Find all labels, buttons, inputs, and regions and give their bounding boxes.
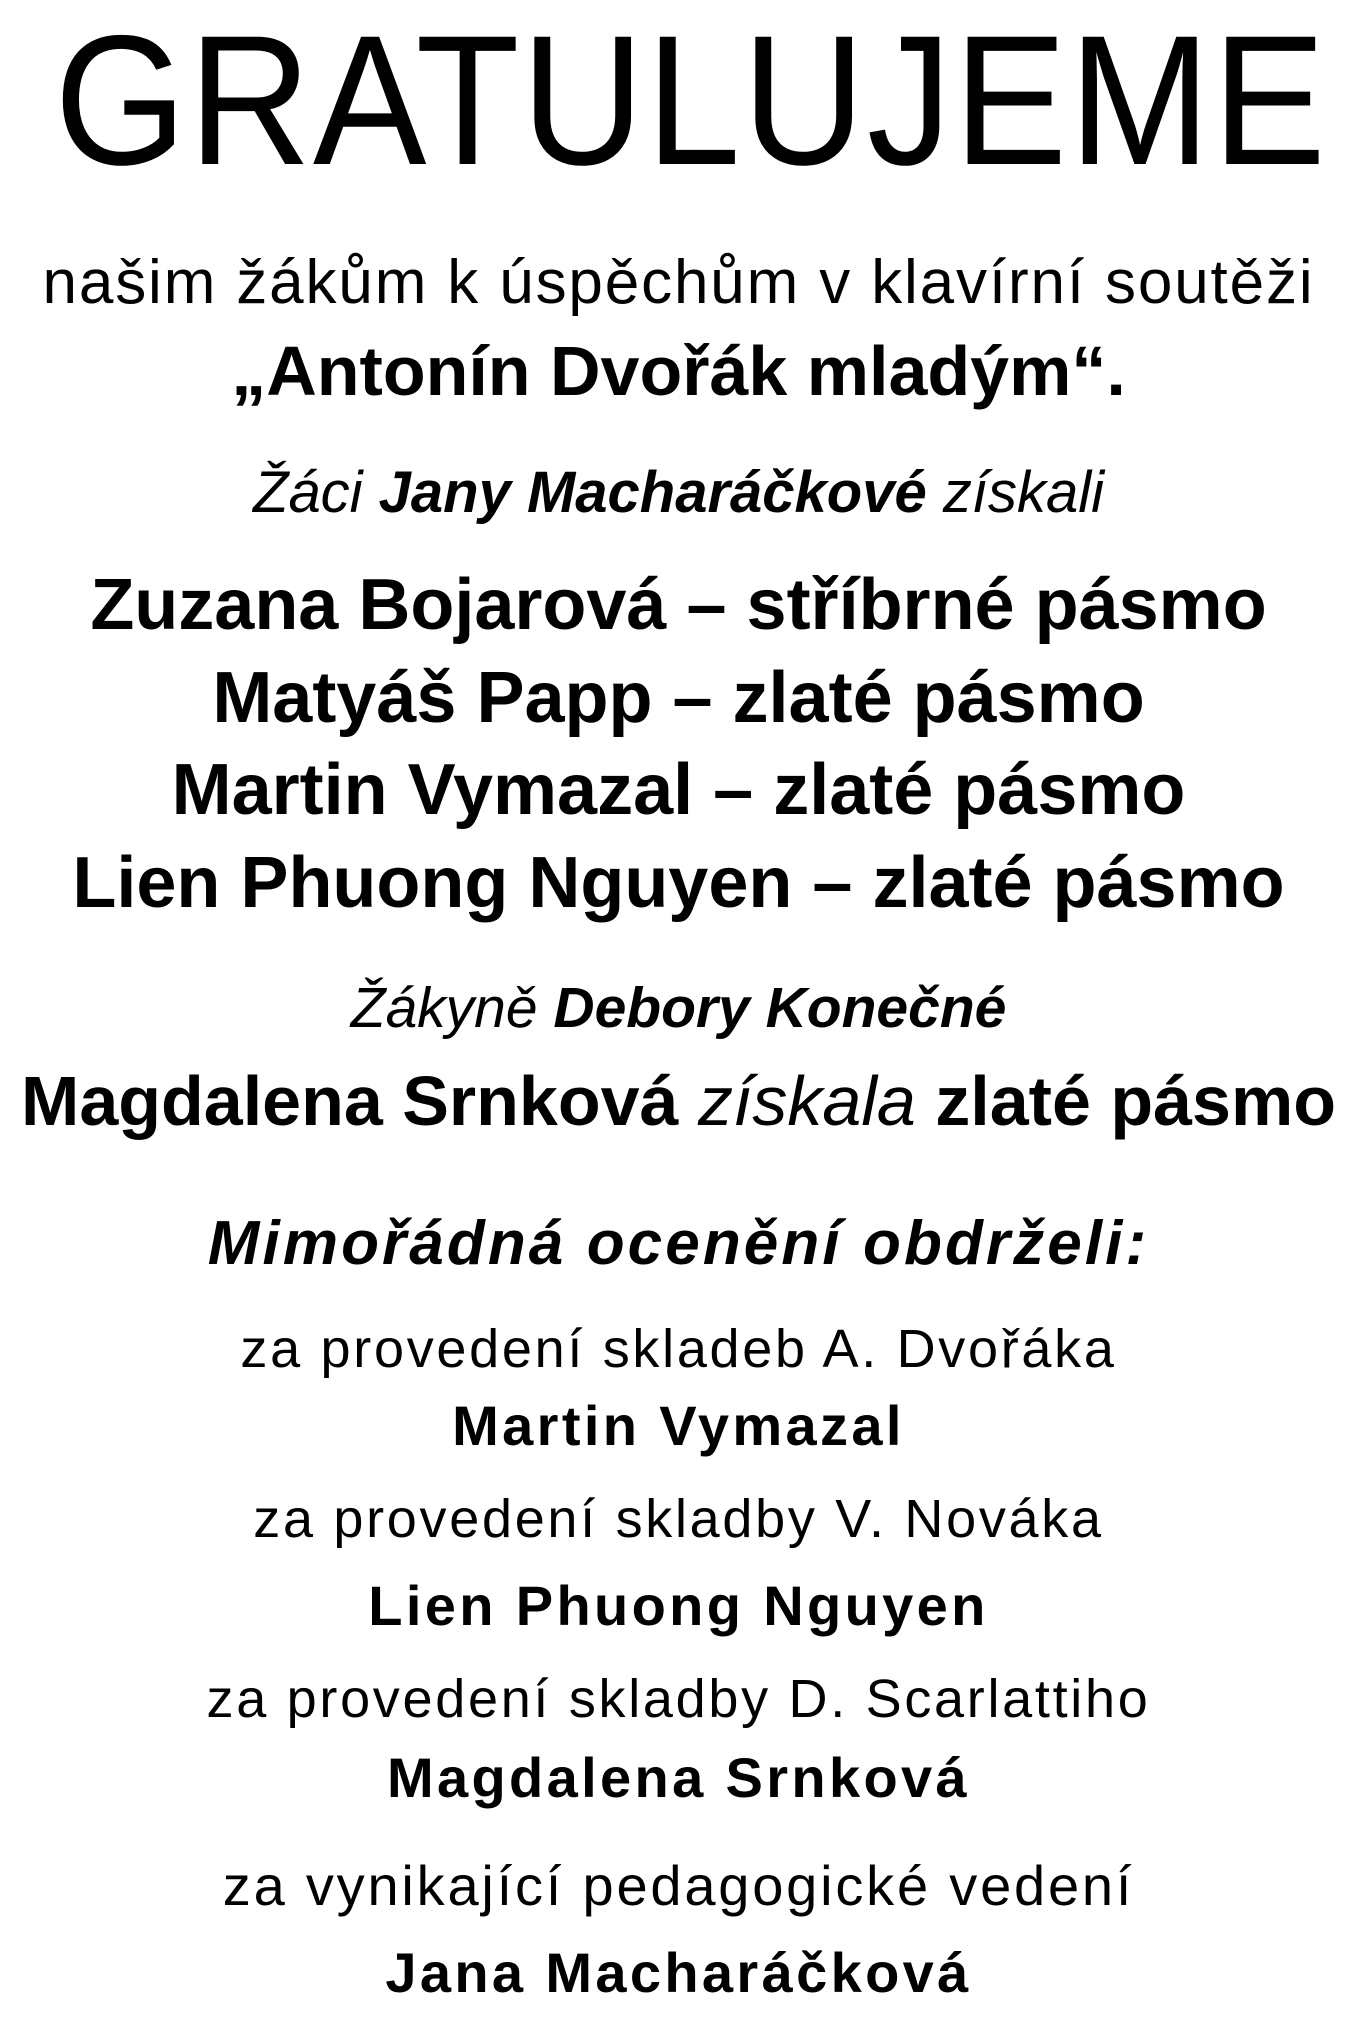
award-reason: za provedení skladby V. Nováka — [253, 1489, 1104, 1549]
result-line — [0, 750, 1357, 830]
result-student-name: Zuzana Bojarová — [90, 565, 667, 645]
result-separator: – — [812, 843, 853, 923]
intro-line: našim žákům k úspěchům v klavírní soutěži — [42, 248, 1315, 317]
result-award: zlaté pásmo — [732, 658, 1145, 738]
result-student-name: Matyáš Papp — [212, 658, 653, 738]
group1-prefix: Žáci — [252, 460, 363, 525]
result-separator: – — [672, 658, 713, 738]
award-reason: za vynikající pedagogické vedení — [222, 1854, 1135, 1917]
group2-result-award: zlaté pásmo — [935, 1062, 1336, 1140]
award-reason: za provedení skladeb A. Dvořáka — [240, 1319, 1117, 1379]
competition-name: „Antonín Dvořák mladým“. — [231, 332, 1126, 410]
group2-intro — [0, 976, 1357, 1040]
result-award: zlaté pásmo — [872, 843, 1285, 923]
result-student-name: Martin Vymazal — [171, 750, 694, 830]
poster-title: GRATULUJEME — [54, 0, 1328, 204]
group2-prefix: Žákyně — [350, 976, 538, 1040]
result-line — [0, 565, 1357, 645]
group2-result-line — [0, 1062, 1357, 1140]
group1-intro — [0, 460, 1357, 525]
special-awards-heading: Mimořádná ocenění obdrželi: — [207, 1209, 1150, 1278]
result-separator: – — [686, 565, 727, 645]
group2-result-name: Magdalena Srnková — [21, 1062, 679, 1140]
award-recipient: Lien Phuong Nguyen — [368, 1574, 989, 1637]
award-recipient: Magdalena Srnková — [386, 1746, 971, 1809]
group2-result-verb: získala — [697, 1062, 916, 1140]
result-separator: – — [713, 750, 754, 830]
result-line — [0, 843, 1357, 923]
result-award: zlaté pásmo — [773, 750, 1186, 830]
result-student-name: Lien Phuong Nguyen — [72, 843, 793, 923]
result-award: stříbrné pásmo — [746, 565, 1267, 645]
result-line — [0, 658, 1357, 738]
award-recipient: Jana Macharáčková — [385, 1941, 972, 2004]
group2-teacher: Debory Konečné — [553, 976, 1007, 1040]
group1-suffix: získali — [942, 460, 1105, 525]
group1-teacher: Jany Macharáčkové — [378, 460, 927, 525]
award-reason: za provedení skladby D. Scarlattiho — [206, 1669, 1151, 1729]
award-recipient: Martin Vymazal — [452, 1394, 905, 1457]
